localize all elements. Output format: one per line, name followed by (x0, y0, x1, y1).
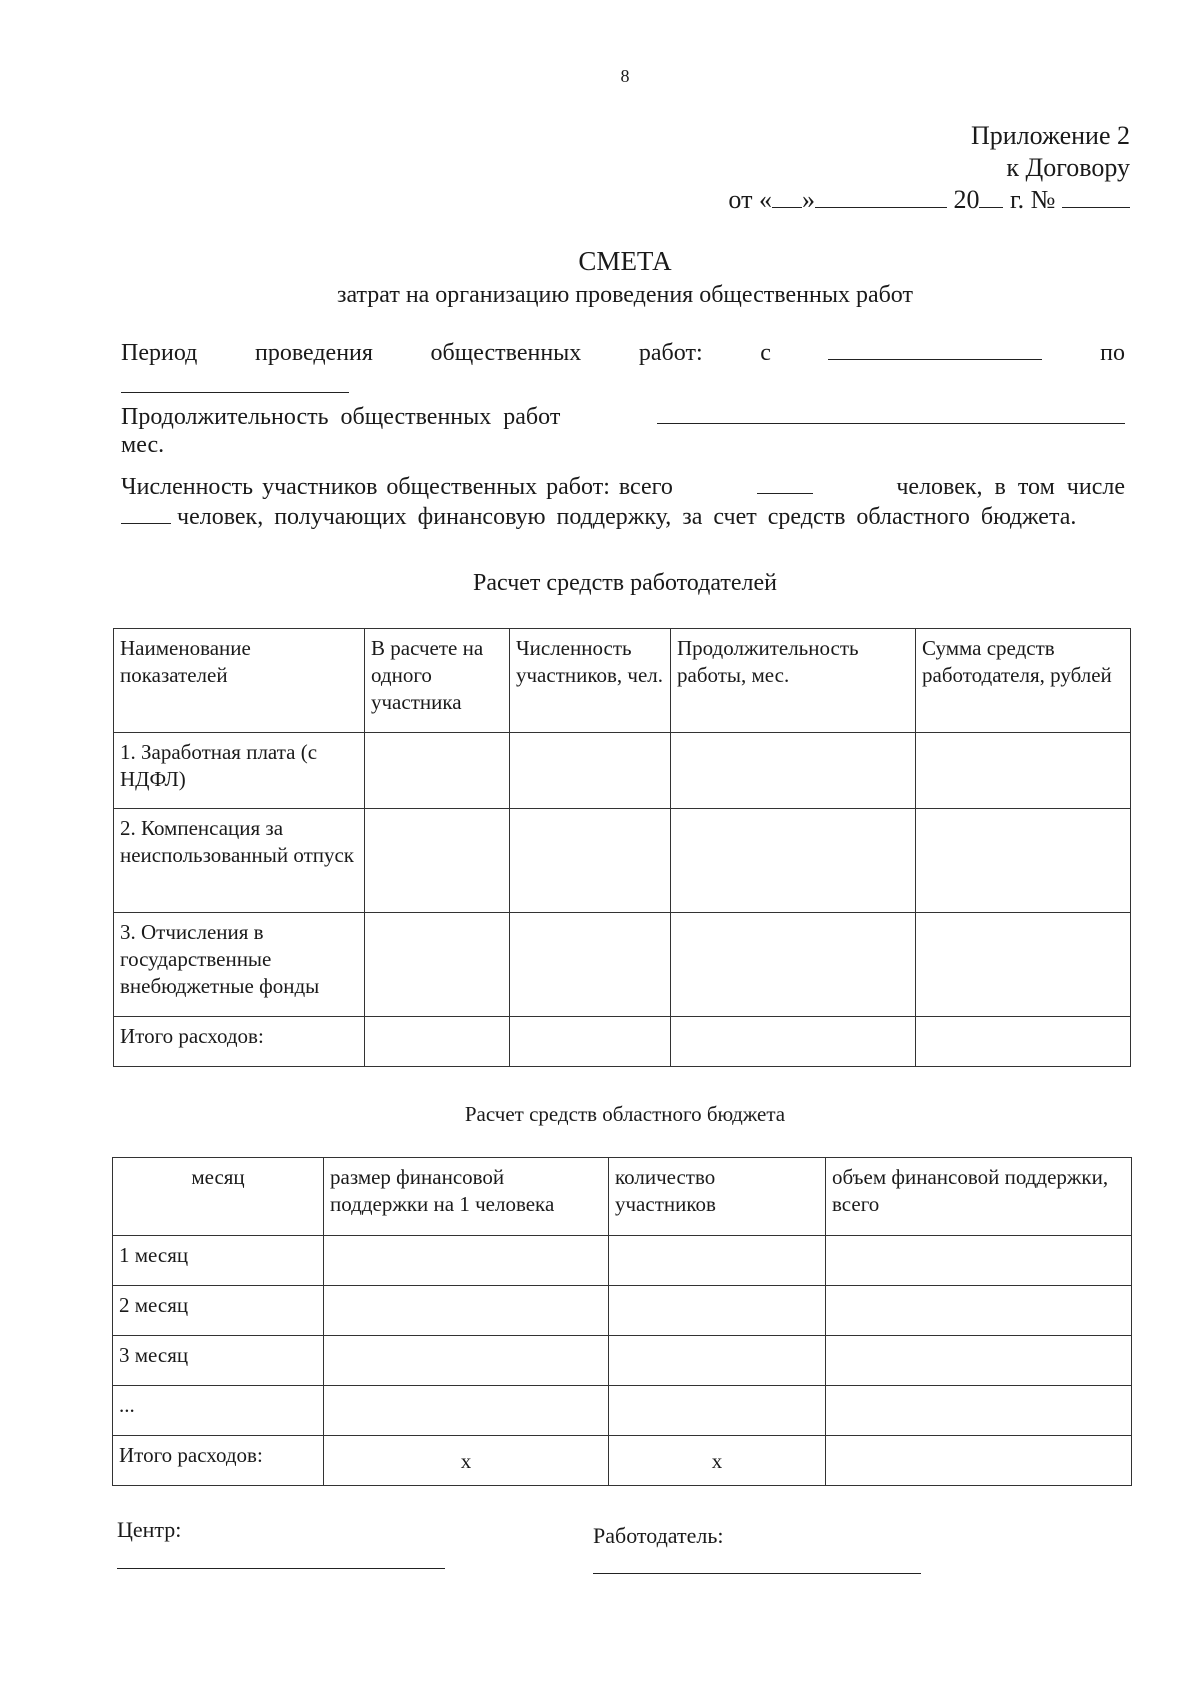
total-mark-cell: x (609, 1436, 826, 1486)
table-row (114, 733, 1131, 809)
table-header-row (114, 629, 1131, 733)
header-cell: В расчете на одного участника (365, 629, 510, 733)
row-label: Итого расходов: (114, 1017, 365, 1067)
row-label: Итого расходов: (113, 1436, 324, 1486)
empty-cell (671, 1017, 916, 1067)
empty-cell (671, 733, 916, 809)
table-total-row (113, 1436, 1132, 1486)
period-line: Период проведения общественных работ: с по (121, 340, 1125, 366)
table-total-row (114, 1017, 1131, 1067)
empty-cell (916, 1017, 1131, 1067)
contract-number-blank (1062, 207, 1130, 208)
table-row (113, 1336, 1132, 1386)
page-number: 8 (620, 66, 630, 86)
empty-cell (826, 1336, 1132, 1386)
empty-cell (609, 1286, 826, 1336)
empty-cell (365, 913, 510, 1017)
row-label: ... (113, 1386, 324, 1436)
total-mark-cell: x (324, 1436, 609, 1486)
appendix-line-1: Приложение 2 (970, 121, 1130, 150)
header-cell: Наименование показателей (114, 629, 365, 733)
appendix-header (728, 120, 1130, 216)
appendix-line-2: к Договору (1006, 153, 1130, 182)
row-label: 3. Отчисления в государственные внебюджетные фонды (114, 913, 365, 1017)
period-end-blank (121, 392, 349, 393)
participants-line-2: человек, получающих финансовую поддержку, за счет средств областного бюджета. (121, 503, 1125, 532)
empty-cell (365, 809, 510, 913)
duration-blank (657, 423, 1125, 424)
header-cell: размер финансовой поддержки на 1 человека (324, 1158, 609, 1236)
table-row (114, 809, 1131, 913)
empty-cell (324, 1336, 609, 1386)
date-year-blank (979, 207, 1003, 208)
header-cell: Численность участников, чел. (510, 629, 671, 733)
empty-cell (365, 1017, 510, 1067)
row-label: 2. Компенсация за неиспользованный отпуск (114, 809, 365, 913)
duration-line: Продолжительность общественных работ (121, 404, 1125, 431)
participants-line-1: Численность участников общественных работ: всего человек, в том числе (121, 474, 1125, 500)
empty-cell (510, 809, 671, 913)
header-cell: Продолжительность работы, мес. (671, 629, 916, 733)
participants-supported-blank (121, 523, 171, 524)
table-row (113, 1386, 1132, 1436)
employer-signature-line (593, 1573, 921, 1574)
empty-cell (510, 1017, 671, 1067)
empty-cell (916, 913, 1131, 1017)
table-row (114, 913, 1131, 1017)
center-signature-label: Центр: (117, 1517, 182, 1542)
empty-cell (324, 1286, 609, 1336)
empty-cell (324, 1386, 609, 1436)
date-day-blank (772, 207, 802, 208)
period-start-blank (828, 359, 1042, 360)
empty-cell (671, 809, 916, 913)
document-subtitle: затрат на организацию проведения общественных работ (337, 282, 913, 308)
empty-cell (826, 1236, 1132, 1286)
header-cell: месяц (113, 1158, 324, 1236)
date-month-blank (815, 207, 947, 208)
empty-cell (826, 1436, 1132, 1486)
document-title: СМЕТА (578, 246, 672, 276)
table-row (113, 1236, 1132, 1286)
row-label: 2 месяц (113, 1286, 324, 1336)
employer-signature-label: Работодатель: (593, 1523, 724, 1548)
empty-cell (826, 1286, 1132, 1336)
budget-table (112, 1157, 1132, 1486)
empty-cell (324, 1236, 609, 1286)
center-signature-line (117, 1568, 445, 1569)
budget-section-title: Расчет средств областного бюджета (464, 1102, 786, 1126)
header-cell: количество участников (609, 1158, 826, 1236)
header-cell: Сумма средств работодателя, рублей (916, 629, 1131, 733)
empty-cell (826, 1386, 1132, 1436)
employer-section-title: Расчет средств работодателей (473, 570, 777, 596)
duration-unit: мес. (121, 432, 165, 458)
empty-cell (916, 733, 1131, 809)
empty-cell (365, 733, 510, 809)
empty-cell (510, 733, 671, 809)
row-label: 1. Заработная плата (с НДФЛ) (114, 733, 365, 809)
appendix-date-line: от « » 20 г. № (728, 184, 1130, 216)
participants-total-blank (757, 493, 813, 494)
table-row (113, 1286, 1132, 1336)
empty-cell (510, 913, 671, 1017)
empty-cell (671, 913, 916, 1017)
empty-cell (609, 1336, 826, 1386)
employer-table (113, 628, 1131, 1067)
empty-cell (609, 1386, 826, 1436)
header-cell: объем финансовой поддержки, всего (826, 1158, 1132, 1236)
empty-cell (916, 809, 1131, 913)
empty-cell (609, 1236, 826, 1286)
table-header-row (113, 1158, 1132, 1236)
row-label: 1 месяц (113, 1236, 324, 1286)
row-label: 3 месяц (113, 1336, 324, 1386)
